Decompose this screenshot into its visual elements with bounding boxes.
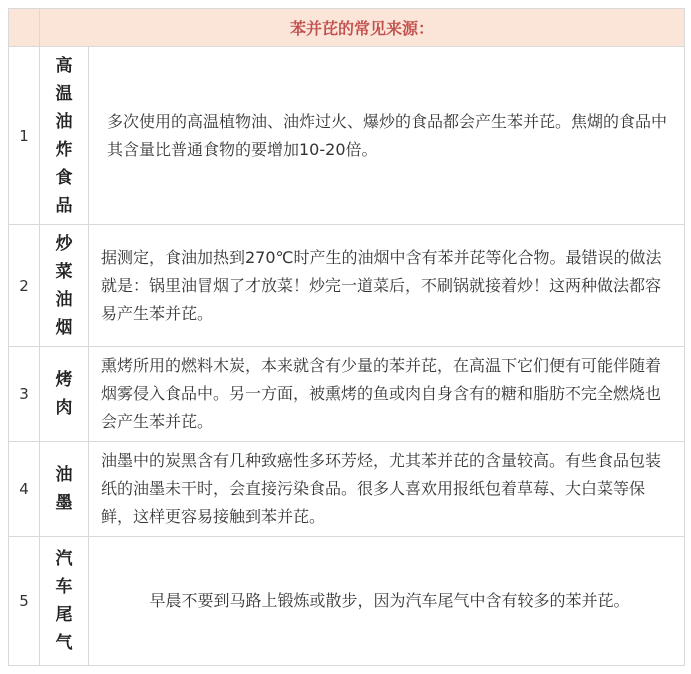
source-name <box>40 537 89 665</box>
source-description-text: 早晨不要到马路上锻炼或散步，因为汽车尾气中含有较多的苯并芘。 <box>149 591 630 610</box>
source-name <box>40 347 89 441</box>
row-number: 3 <box>9 347 40 441</box>
row-number: 1 <box>9 47 40 224</box>
source-description <box>89 225 684 346</box>
source-name-text: 汽车尾气 <box>55 549 73 653</box>
source-description <box>89 537 684 665</box>
source-name <box>40 225 89 346</box>
table-row <box>9 347 684 442</box>
source-description <box>89 347 684 441</box>
source-description-text: 据测定，食油加热到270℃时产生的油烟中含有苯并芘等化合物。最错误的做法就是：锅里油冒烟了才放菜！炒完一道菜后，不刷锅就接着炒！这两种做法都容易产生苯并芘。 <box>101 247 662 323</box>
sources-table <box>8 8 685 666</box>
source-name-text: 油墨 <box>55 465 73 513</box>
row-number: 2 <box>9 225 40 346</box>
table-header-row <box>9 9 684 47</box>
header-blank-cell <box>9 9 40 46</box>
row-number: 4 <box>9 442 40 536</box>
source-description <box>89 47 684 224</box>
source-name-text: 烤肉 <box>55 370 73 418</box>
row-number: 5 <box>9 537 40 665</box>
table-title: 苯并芘的常见来源： <box>289 19 434 38</box>
table-row <box>9 537 684 665</box>
table-row <box>9 442 684 537</box>
source-name <box>40 47 89 224</box>
source-name-text: 炒菜油烟 <box>55 233 73 338</box>
source-description-text: 多次使用的高温植物油、油炸过火、爆炒的食品都会产生苯并芘。焦煳的食品中其含量比普通食物的要增加10-20倍。 <box>107 111 668 159</box>
source-name-text: 高温油炸食品 <box>55 55 73 216</box>
source-description-text: 熏烤所用的燃料木炭，本来就含有少量的苯并芘，在高温下它们便有可能伴随着烟雾侵入食品中。另一方面，被熏烤的鱼或肉自身含有的糖和脂肪不完全燃烧也会产生苯并芘。 <box>101 356 662 431</box>
source-description-text: 油墨中的炭黑含有几种致癌性多环芳烃，尤其苯并芘的含量较高。有些食品包装纸的油墨未干时，会直接污染食品。很多人喜欢用报纸包着草莓、大白菜等保鲜，这样更容易接触到苯并芘。 <box>101 451 662 526</box>
table-row <box>9 225 684 347</box>
source-name <box>40 442 89 536</box>
table-row <box>9 47 684 225</box>
source-description <box>89 442 684 536</box>
